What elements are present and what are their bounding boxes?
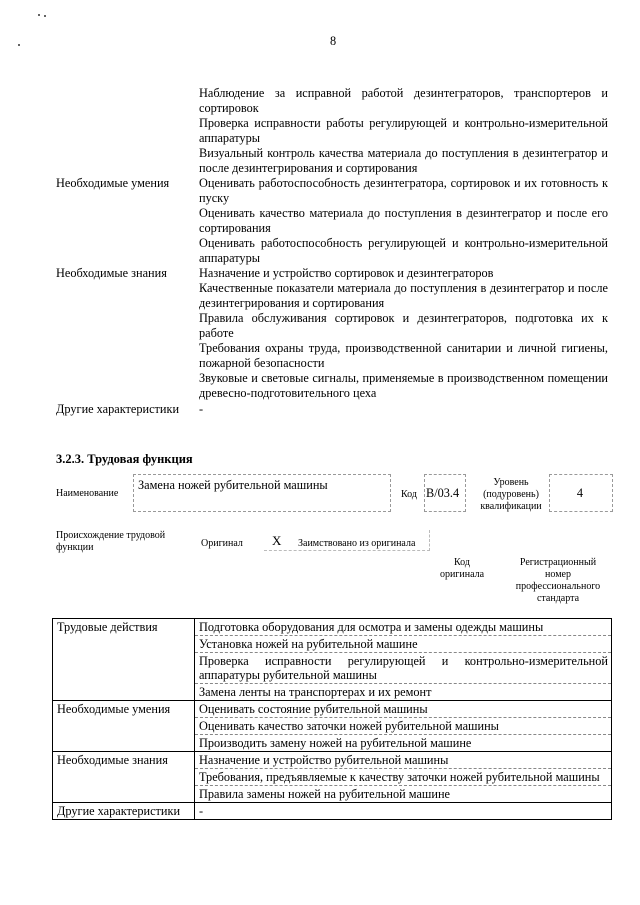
table-row [53,752,612,769]
original-label: Оригинал [201,538,243,549]
reg-number-label: Регистрационный номер профессионального стандарта [515,557,601,604]
knowledge-item: Правила обслуживания сортировок и дезинтеграторов, подготовка их к работе [199,311,608,340]
table-cell: Требования, предъявляемые к качеству заточки ножей рубительной машины [195,769,612,786]
knowledge-item: Требования охраны труда, производственной санитарии и личной гигиены, пожарной безопасности [199,341,608,370]
borrowed-label: Заимствовано из оригинала [298,538,416,549]
page-number: 8 [330,34,337,48]
table-cell: Правила замены ножей на рубительной машине [195,786,612,803]
other-value: - [199,402,204,416]
original-mark: X [272,533,282,548]
scan-speck [18,44,20,46]
knowledge-item: Качественные показатели материала до поступления в дезинтегратор и после дезинтегрирования и сортирования [199,281,608,310]
code-value: B/03.4 [426,486,460,500]
code-original-label: Код оригинала [439,557,485,580]
table-cell: Подготовка оборудования для осмотра и замены одежды машины [195,619,612,636]
level-label: Уровень (подуровень) квалификации [480,477,542,512]
table-cell: - [195,803,612,820]
row-group-label: Трудовые действия [53,619,195,701]
table-cell: Оценивать качество заточки ножей рубительной машины [195,718,612,735]
table-cell: Установка ножей на рубительной машине [195,636,612,653]
table-cell: Назначение и устройство рубительной машины [195,752,612,769]
function-name: Замена ножей рубительной машины [138,478,328,492]
table-cell: Оценивать состояние рубительной машины [195,701,612,718]
action-item: Проверка исправности работы регулирующей и контрольно-измерительной аппаратуры [199,116,608,145]
row-group-label: Необходимые умения [53,701,195,752]
table-cell: Замена ленты на транспортерах и их ремонт [195,684,612,701]
knowledge-label: Необходимые знания [56,266,167,280]
skill-item: Оценивать качество материала до поступления в дезинтегратор и после его сортирования [199,206,608,235]
row-group-label: Другие характеристики [53,803,195,820]
table-cell: Производить замену ножей на рубительной машине [195,735,612,752]
skill-item: Оценивать работоспособность регулирующей и контрольно-измерительной аппаратуры [199,236,608,265]
name-label: Наименование [56,488,119,499]
action-item: Визуальный контроль качества материала до поступления в дезинтегратор и после дезинтегрирования и сортирования [199,146,608,175]
table-row [53,803,612,820]
action-item: Наблюдение за исправной работой дезинтеграторов, транспортеров и сортировок [199,86,608,115]
table-row [53,619,612,636]
knowledge-item: Звуковые и световые сигналы, применяемые в производственном помещении древесно-подготовительного цеха [199,371,608,400]
table-row [53,701,612,718]
skills-label: Необходимые умения [56,176,170,190]
row-group-label: Необходимые знания [53,752,195,803]
origin-label: Происхождение трудовой функции [56,530,166,553]
scan-speck [38,14,40,16]
knowledge-item: Назначение и устройство сортировок и дезинтеграторов [199,266,494,280]
code-label: Код [401,489,417,500]
labour-function-table [52,618,612,820]
section-heading: 3.2.3. Трудовая функция [56,452,193,466]
other-label: Другие характеристики [56,402,180,416]
skill-item: Оценивать работоспособность дезинтегратора, сортировок и их готовность к пуску [199,176,608,205]
table-cell: Проверка исправности регулирующей и контрольно-измерительной аппаратуры рубительной машины [195,653,612,684]
origin-box [264,530,430,551]
level-value: 4 [576,486,584,500]
scan-speck [44,15,46,17]
